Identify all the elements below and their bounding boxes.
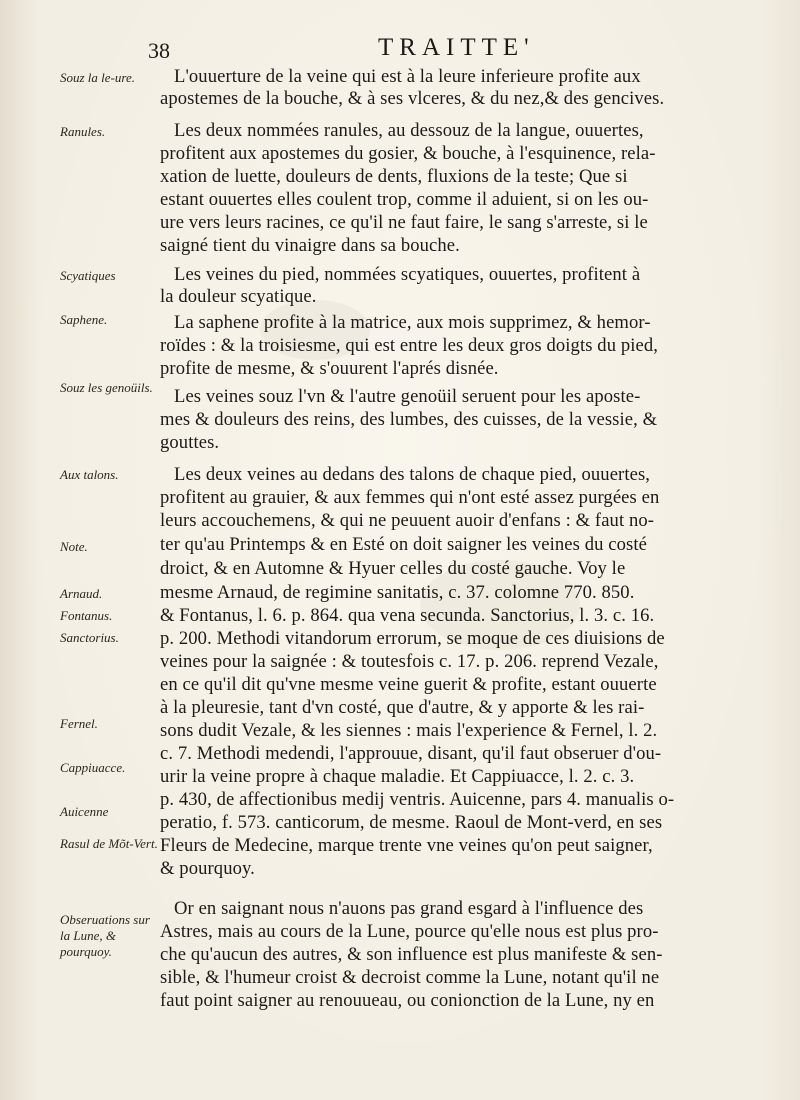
text-line: en ce qu'il dit qu'vne mesme veine guerit & profite, estant ouuerte <box>160 674 657 695</box>
margin-note: Auicenne <box>60 804 109 819</box>
text-line: p. 430, de affectionibus medij ventris. Auicenne, pars 4. manualis o- <box>160 789 675 810</box>
text-line: profitent aux apostemes du gosier, & bouche, à l'esquinence, rela- <box>160 143 656 164</box>
margin-note: Fontanus. <box>60 608 113 623</box>
text-line: roïdes : & la troisiesme, qui est entre les deux gros doigts du pied, <box>160 335 658 356</box>
margin-note: Sanctorius. <box>60 630 119 645</box>
margin-note: Saphene. <box>60 312 108 327</box>
text-line: che qu'aucun des autres, & son influence est plus manifeste & sen- <box>160 944 663 965</box>
text-line: sons dudit Vezale, & les siennes : mais l'experience & Fernel, l. 2. <box>160 720 658 741</box>
text-line: gouttes. <box>160 432 220 453</box>
margin-note: Scyatiques <box>60 268 116 283</box>
margin-note: Rasul de Mõt-Vert. <box>60 836 158 851</box>
text-line: à la pleuresie, tant d'vn costé, que d'autre, & y apporte & les rai- <box>160 697 645 718</box>
text-line: & Fontanus, l. 6. p. 864. qua vena secunda. Sanctorius, l. 3. c. 16. <box>160 605 655 626</box>
text-line: ure vers leurs racines, ce qu'il ne faut faire, le sang s'arreste, si le <box>160 212 648 233</box>
page-title: TRAITTE' <box>378 34 535 61</box>
text-line: Or en saignant nous n'auons pas grand esgard à l'influence des <box>174 898 644 919</box>
text-line: xation de luette, douleurs de dents, fluxions de la teste; Que si <box>160 166 628 187</box>
text-line: mesme Arnaud, de regimine sanitatis, c. 37. colomne 770. 850. <box>160 582 635 603</box>
margin-note: Aux talons. <box>60 467 119 482</box>
text-line: la douleur scyatique. <box>160 286 317 307</box>
text-line: L'ouuerture de la veine qui est à la leure inferieure profite aux <box>174 66 641 87</box>
text-line: apostemes de la bouche, & à ses vlceres, & du nez,& des gencives. <box>160 88 665 109</box>
text-line: profitent au grauier, & aux femmes qui n'ont esté assez purgées en <box>160 487 660 508</box>
text-line: & pourquoy. <box>160 858 255 879</box>
text-line: Les veines du pied, nommées scyatiques, ouuertes, profitent à <box>174 264 641 285</box>
text-line: droict, & en Automne & Hyuer celles du costé gauche. Voy le <box>160 558 626 579</box>
text-line: Les deux nommées ranules, au dessouz de la langue, ouuertes, <box>174 120 644 141</box>
margin-note: Obseruations sur la Lune, & pourquoy. <box>60 912 150 959</box>
running-head <box>148 34 748 68</box>
text-line: faut point saigner au renouueau, ou conionction de la Lune, ny en <box>160 990 655 1011</box>
text-line: saigné tient du vinaigre dans sa bouche. <box>160 235 460 256</box>
text-line: sible, & l'humeur croist & decroist comme la Lune, notant qu'il ne <box>160 967 660 988</box>
text-line: estant ouuertes elles coulent trop, comme il aduient, si on les ou- <box>160 189 649 210</box>
text-line: p. 200. Methodi vitandorum errorum, se moque de ces diuisions de <box>160 628 665 649</box>
text-line: profite de mesme, & s'ouurent l'aprés disnée. <box>160 358 499 379</box>
margin-note: Souz la le-ure. <box>60 70 135 85</box>
text-line: leurs accouchemens, & qui ne peuuent auoir d'enfans : & faut no- <box>160 510 655 531</box>
margin-note: Ranules. <box>60 124 106 139</box>
margin-note: Souz les genoüils. <box>60 380 153 395</box>
text-line: veines pour la saignée : & toutesfois c. 17. p. 206. reprend Vezale, <box>160 651 659 672</box>
margin-note: Arnaud. <box>60 586 103 601</box>
page-number: 38 <box>148 38 170 63</box>
margin-note: Cappiuacce. <box>60 760 126 775</box>
text-line: Fleurs de Medecine, marque trente vne veines qu'on peut saigner, <box>160 835 653 856</box>
text-line: urir la veine propre à chaque maladie. Et Cappiuacce, l. 2. c. 3. <box>160 766 635 787</box>
text-line: La saphene profite à la matrice, aux mois supprimez, & hemor- <box>174 312 651 333</box>
text-line: peratio, f. 573. canticorum, de mesme. Raoul de Mont-verd, en ses <box>160 812 663 833</box>
margin-note: Fernel. <box>60 716 98 731</box>
text-line: c. 7. Methodi medendi, l'approuue, disant, qu'il faut obseruer d'ou- <box>160 743 662 764</box>
text-line: Astres, mais au cours de la Lune, pource qu'elle nous est plus pro- <box>160 921 659 942</box>
text-line: Les veines souz l'vn & l'autre genoüil seruent pour les aposte- <box>174 386 641 407</box>
text-line: ter qu'au Printemps & en Esté on doit saigner les veines du costé <box>160 534 647 555</box>
margin-note: Note. <box>60 539 88 554</box>
text-line: mes & douleurs des reins, des lumbes, des cuisses, de la vessie, & <box>160 409 658 430</box>
text-line: Les deux veines au dedans des talons de chaque pied, ouuertes, <box>174 464 651 485</box>
